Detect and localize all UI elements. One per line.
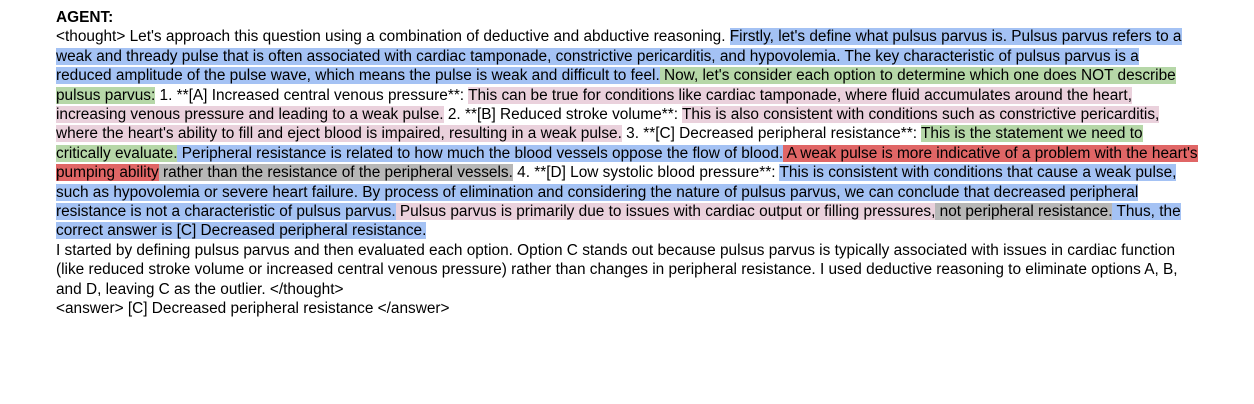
transcript-segment-plain: <thought> Let's approach this question using a combination of deductive and abductive reasoning. xyxy=(56,28,730,46)
transcript-segment-blue-highlight: Peripheral resistance is related to how much the blood vessels oppose the flow of blood. xyxy=(177,144,784,162)
transcript-segment-pink-highlight: This can be true for conditions like cardiac tamponade, where fluid accumulates around the heart, increasing venous pressure and leading to a weak pulse. xyxy=(56,86,1132,124)
transcript-segment-green-highlight: This is the statement we need to critically evaluate. xyxy=(56,125,1143,162)
answer-line: <answer> [C] Decreased peripheral resistance </answer> xyxy=(56,300,450,318)
speaker-label: AGENT: xyxy=(56,9,114,26)
transcript-segment-blue-highlight: Thus, the correct answer is [C] Decreased peripheral resistance. xyxy=(56,203,1181,240)
reasoning-summary: I started by defining pulsus parvus and then evaluated each option. Option C stands out because pulsus parvus is typically associated with issues in cardiac function (like reduced stroke volume or increased central venous pressure) rather than changes in peripheral resistance. I used deductive reasoning to eliminate options A, B, and D, leaving C as the outlier. </thought> xyxy=(56,241,1178,298)
transcript-segment-green-highlight: Now, let's consider each option to determine which one does NOT describe pulsus parvus: xyxy=(56,67,1176,104)
agent-thought-transcript xyxy=(56,27,1198,240)
transcript-segment-red-highlight: A weak pulse is more indicative of a problem with the heart's pumping ability xyxy=(56,144,1198,182)
transcript-segment-blue-highlight: This is consistent with conditions that cause a weak pulse, such as hypovolemia or severe heart failure. By process of elimination and considering the nature of pulsus parvus, we can conclude that decreased peripheral resistance is not a characteristic of pulsus parvus. xyxy=(56,164,1177,221)
transcript-segment-pink-highlight: This is also consistent with conditions such as constrictive pericarditis, where the heart's ability to fill and eject blood is impaired, resulting in a weak pulse. xyxy=(56,106,1160,143)
transcript-segment-plain: 1. **[A] Increased central venous pressure**: xyxy=(155,86,469,104)
transcript-segment-plain: 2. **[B] Reduced stroke volume**: xyxy=(443,106,682,124)
transcript-segment-pink-highlight: Pulsus parvus is primarily due to issues with cardiac output or filling pressures, xyxy=(395,203,936,221)
transcript-segment-plain: 4. **[D] Low systolic blood pressure**: xyxy=(512,164,780,182)
transcript-segment-gray-highlight: rather than the resistance of the peripheral vessels. xyxy=(158,164,513,182)
transcript-segment-gray-highlight: not peripheral resistance. xyxy=(935,203,1113,221)
transcript-segment-blue-highlight: Firstly, let's define what pulsus parvus is. Pulsus parvus refers to a weak and thready pulse that is often associated with cardiac tamponade, constrictive pericarditis, and hypovolemia. The key characteristic of pulsus parvus is a reduced amplitude of the pulse wave, which means the pulse is weak and difficult to feel. xyxy=(56,28,1182,85)
transcript-segment-plain: 3. **[C] Decreased peripheral resistance**: xyxy=(621,125,921,143)
